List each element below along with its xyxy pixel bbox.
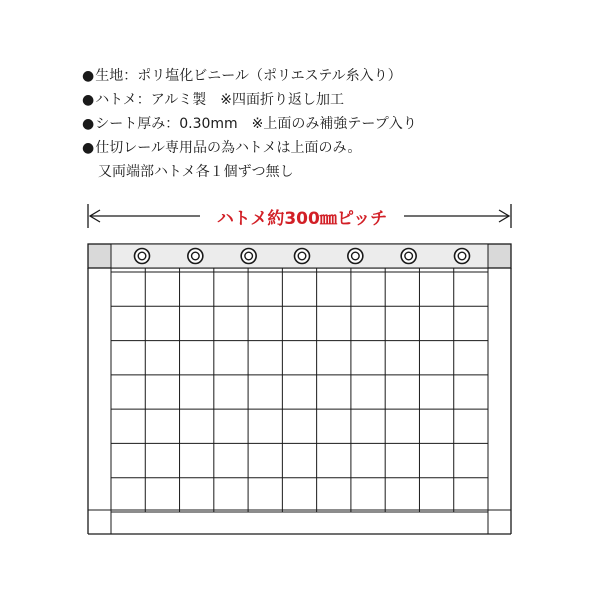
spec-end-note: 又両端部ハトメ各１個ずつ無し	[98, 164, 294, 180]
grommet-hole-icon	[298, 252, 306, 260]
mesh-grid	[111, 268, 488, 512]
grommet-hole-icon	[245, 252, 253, 260]
grommet-hole-icon	[192, 252, 200, 260]
grommet-hole-icon	[138, 252, 146, 260]
spec-grommet: ●ハトメ：アルミ製 ※四面折り返し加工	[82, 92, 344, 108]
spec-thickness: ●シート厚み：0.30mm ※上面のみ補強テープ入り	[82, 116, 417, 132]
curtain-frame	[88, 244, 511, 534]
grommet-hole-icon	[405, 252, 413, 260]
grommet-hole-icon	[458, 252, 466, 260]
spec-rail-note: ●仕切レール専用品の為ハトメは上面のみ。	[82, 140, 362, 156]
grommet-hole-icon	[352, 252, 360, 260]
pitch-label: ハトメ約300㎜ピッチ	[200, 204, 404, 229]
spec-material: ●生地：ポリ塩化ビニール（ポリエステル糸入り）	[82, 68, 402, 84]
